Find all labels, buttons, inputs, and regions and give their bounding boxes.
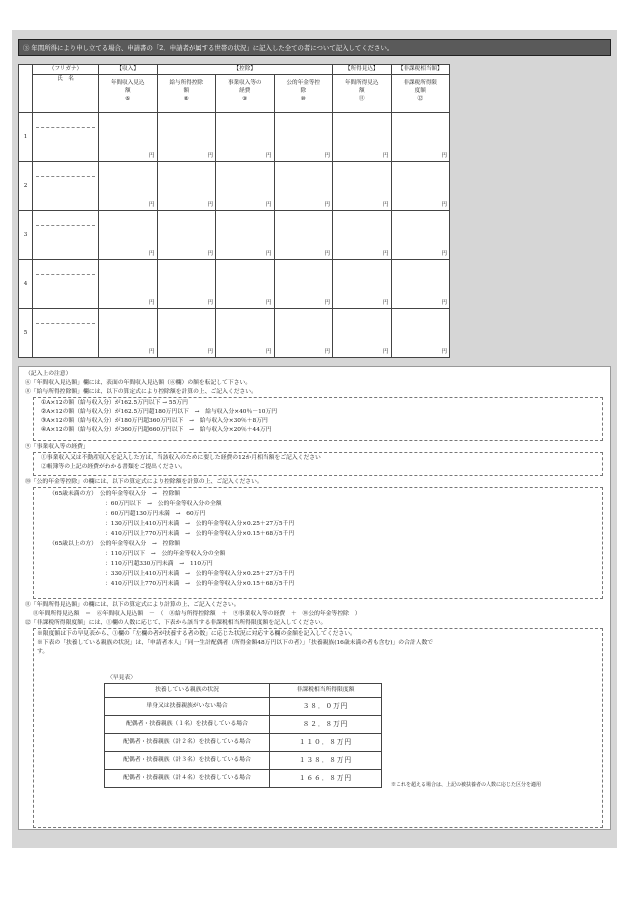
amount-field[interactable]: 円 bbox=[99, 260, 158, 309]
note-10-line: ：60万円以下 → 公的年金等収入分の全額 bbox=[105, 501, 222, 507]
name-field[interactable] bbox=[33, 260, 99, 309]
col-header: 給与所得控除額 ⑧ bbox=[157, 75, 216, 113]
quick-reference-table bbox=[104, 683, 382, 788]
quick-amount: ３８．０万円 bbox=[270, 698, 382, 716]
note-10-line: ：410万円以上770万円未満 → 公的年金等収入分×0.15＋68万5千円 bbox=[105, 581, 295, 587]
note-10: ⑩「公的年金等控除」の欄には、以下の算定式により控除額を計算の上、ご記入ください。 bbox=[25, 479, 263, 485]
quick-status: 配偶者・扶養親族（１名）を扶養している場合 bbox=[105, 716, 270, 734]
row-number: 2 bbox=[19, 162, 33, 211]
note-10-line: （65歳以上の方） 公的年金等収入分 → 控除額 bbox=[49, 541, 181, 547]
name-header: 氏 名 bbox=[33, 75, 99, 113]
quick-status: 単身又は扶養親族がいない場合 bbox=[105, 698, 270, 716]
amount-field[interactable]: 円 bbox=[333, 309, 392, 358]
row-number: 3 bbox=[19, 211, 33, 260]
quick-status: 配偶者・扶養親族（計４名）を扶養している場合 bbox=[105, 770, 270, 788]
table-row bbox=[19, 113, 450, 162]
name-field[interactable] bbox=[33, 113, 99, 162]
note-10-line: ：130万円以上410万円未満 → 公的年金等収入分×0.25＋27万5千円 bbox=[105, 521, 295, 527]
quick-amount: １３８．８万円 bbox=[270, 752, 382, 770]
amount-field[interactable]: 円 bbox=[391, 211, 450, 260]
quick-table-footnote: ※これを超える場合は、上記の被扶養者の人数に応じた区分を適用 bbox=[391, 782, 542, 788]
amount-field[interactable]: 円 bbox=[157, 309, 216, 358]
quick-row bbox=[105, 698, 382, 716]
quick-row bbox=[105, 734, 382, 752]
quick-row bbox=[105, 770, 382, 788]
col-header: 非課税所得限度額 ⑫ bbox=[391, 75, 450, 113]
group-nontax: 【非課税相当額】 bbox=[391, 65, 450, 75]
quick-status: 配偶者・扶養親族（計３名）を扶養している場合 bbox=[105, 752, 270, 770]
amount-field[interactable]: 円 bbox=[274, 309, 333, 358]
note-10-line: ：330万円以上410万円未満 → 公的年金等収入分×0.25＋27万5千円 bbox=[105, 571, 295, 577]
col-header: 年間収入見込額 ⑥ bbox=[99, 75, 158, 113]
note-10-line: ：410万円以上770万円未満 → 公的年金等収入分×0.15＋68万5千円 bbox=[105, 531, 295, 537]
table-row bbox=[19, 211, 450, 260]
note-10-line: ：110万円以下 → 公的年金等収入分の全額 bbox=[105, 551, 226, 557]
note-8-line: ④A×12の額（給与収入分）が360万円超660万円以下 → 給与収入分×20％＋44万円 bbox=[41, 427, 272, 433]
note-11-formula: ⑪年間所得見込額 ＝ ⑥年間収入見込額 － （ ⑧給与所得控除額 ＋ ⑨事業収入等の経費 ＋ ⑩公的年金等控除 ） bbox=[33, 611, 361, 617]
amount-field[interactable]: 円 bbox=[391, 309, 450, 358]
note-12-line: ※限度額は下の早見表から、①欄の「左欄の者が扶養する者の数」に応じた状況に対応する欄の金額を記入してください。 bbox=[37, 631, 356, 637]
note-9-line: ②帳簿等の上記の経費がわかる書類をご提出ください。 bbox=[41, 464, 186, 470]
note-10-line: （65歳未満の方） 公的年金等収入分 → 控除額 bbox=[49, 491, 181, 497]
amount-field[interactable]: 円 bbox=[333, 211, 392, 260]
notes-title: （記入上の注意） bbox=[25, 371, 72, 377]
amount-field[interactable]: 円 bbox=[157, 162, 216, 211]
amount-field[interactable]: 円 bbox=[216, 260, 275, 309]
note-9: ⑨「事業収入等の経費」 bbox=[25, 444, 89, 450]
name-field[interactable] bbox=[33, 309, 99, 358]
group-income: 【収入】 bbox=[99, 65, 158, 75]
amount-field[interactable]: 円 bbox=[391, 260, 450, 309]
note-10-line: ：60万円超130万円未満 → 60万円 bbox=[105, 511, 206, 517]
row-number: 5 bbox=[19, 309, 33, 358]
note-12-line: ※下表の「扶養している親族の状況」は、「申請者本人」「同一生計配偶者（所得金額48万円以下の者）」「扶養親族(16歳未満の者も含む)」の合計人数で bbox=[37, 640, 434, 646]
group-estimate: 【所得見込】 bbox=[333, 65, 392, 75]
amount-field[interactable]: 円 bbox=[274, 113, 333, 162]
row-number: 1 bbox=[19, 113, 33, 162]
amount-field[interactable]: 円 bbox=[333, 260, 392, 309]
table-row bbox=[19, 309, 450, 358]
col-header: 公的年金等控除 ⑩ bbox=[274, 75, 333, 113]
quick-amount: ８２．８万円 bbox=[270, 716, 382, 734]
quick-row bbox=[105, 716, 382, 734]
amount-field[interactable]: 円 bbox=[274, 162, 333, 211]
amount-field[interactable]: 円 bbox=[274, 211, 333, 260]
amount-field[interactable]: 円 bbox=[216, 162, 275, 211]
quick-status: 配偶者・扶養親族（計２名）を扶養している場合 bbox=[105, 734, 270, 752]
quick-amount: １１０．８万円 bbox=[270, 734, 382, 752]
income-table bbox=[18, 64, 450, 358]
quick-amount: １６６．８万円 bbox=[270, 770, 382, 788]
note-11: ⑪「年間所得見込額」の欄には、以下の算定式により計算の上、ご記入ください。 bbox=[25, 602, 240, 608]
row-number: 4 bbox=[19, 260, 33, 309]
amount-field[interactable]: 円 bbox=[216, 113, 275, 162]
table-row bbox=[19, 162, 450, 211]
table-row bbox=[19, 260, 450, 309]
quick-table-title: 〈早見表〉 bbox=[107, 675, 136, 681]
amount-field[interactable]: 円 bbox=[99, 113, 158, 162]
amount-field[interactable]: 円 bbox=[157, 260, 216, 309]
amount-field[interactable]: 円 bbox=[216, 309, 275, 358]
amount-field[interactable]: 円 bbox=[333, 162, 392, 211]
note-8-line: ②A×12の額（給与収入分）が162.5万円超180万円以下 → 給与収入分×40％－10万円 bbox=[41, 409, 278, 415]
note-6: ⑥「年間収入見込額」欄には、表面の年間収入見込額（⑥欄）の額を転記して下さい。 bbox=[25, 380, 252, 386]
amount-field[interactable]: 円 bbox=[157, 113, 216, 162]
amount-field[interactable]: 円 bbox=[99, 211, 158, 260]
note-8-line: ③A×12の額（給与収入分）が180万円超360万円以下 → 給与収入分×30％＋8万円 bbox=[41, 418, 268, 424]
name-field[interactable] bbox=[33, 211, 99, 260]
amount-field[interactable]: 円 bbox=[216, 211, 275, 260]
section-header: ③ 年間所得により申し立てる場合、申請書の「2．申請者が属する世帯の状況」に記入した全ての者について記入してください。 bbox=[18, 39, 611, 56]
amount-field[interactable]: 円 bbox=[391, 113, 450, 162]
col-header: 事業収入等の経費 ⑨ bbox=[216, 75, 275, 113]
amount-field[interactable]: 円 bbox=[391, 162, 450, 211]
amount-field[interactable]: 円 bbox=[157, 211, 216, 260]
amount-field[interactable]: 円 bbox=[333, 113, 392, 162]
col-header: 年間所得見込額 ⑪ bbox=[333, 75, 392, 113]
note-8: ⑧「給与所得控除額」欄には、以下の算定式により控除額を計算の上、ご記入ください。 bbox=[25, 389, 257, 395]
note-9-line: ①事業収入又は不動産収入を記入した方は、当該収入のために要した経費の12か月相当額をご記入ください bbox=[41, 455, 321, 461]
note-12: ⑫「非課税所得限度額」には、①欄の人数に応じて、下表から該当する非課税相当所得限度額を記入してください。 bbox=[25, 620, 327, 626]
note-12-line: す。 bbox=[37, 649, 49, 655]
note-8-line: ①A×12の額（給与収入分）が162.5万円以下 → 55万円 bbox=[41, 400, 188, 406]
name-field[interactable] bbox=[33, 162, 99, 211]
group-deduction: 【控除】 bbox=[157, 65, 333, 75]
quick-row bbox=[105, 752, 382, 770]
amount-field[interactable]: 円 bbox=[99, 162, 158, 211]
furigana-header: （フリガナ） bbox=[33, 65, 99, 75]
quick-header: 扶養している親族の状況 bbox=[105, 684, 270, 698]
quick-header: 非課税相当所得限度額 bbox=[270, 684, 382, 698]
amount-field[interactable]: 円 bbox=[99, 309, 158, 358]
note-10-line: ：110万円超330万円未満 → 110万円 bbox=[105, 561, 213, 567]
amount-field[interactable]: 円 bbox=[274, 260, 333, 309]
